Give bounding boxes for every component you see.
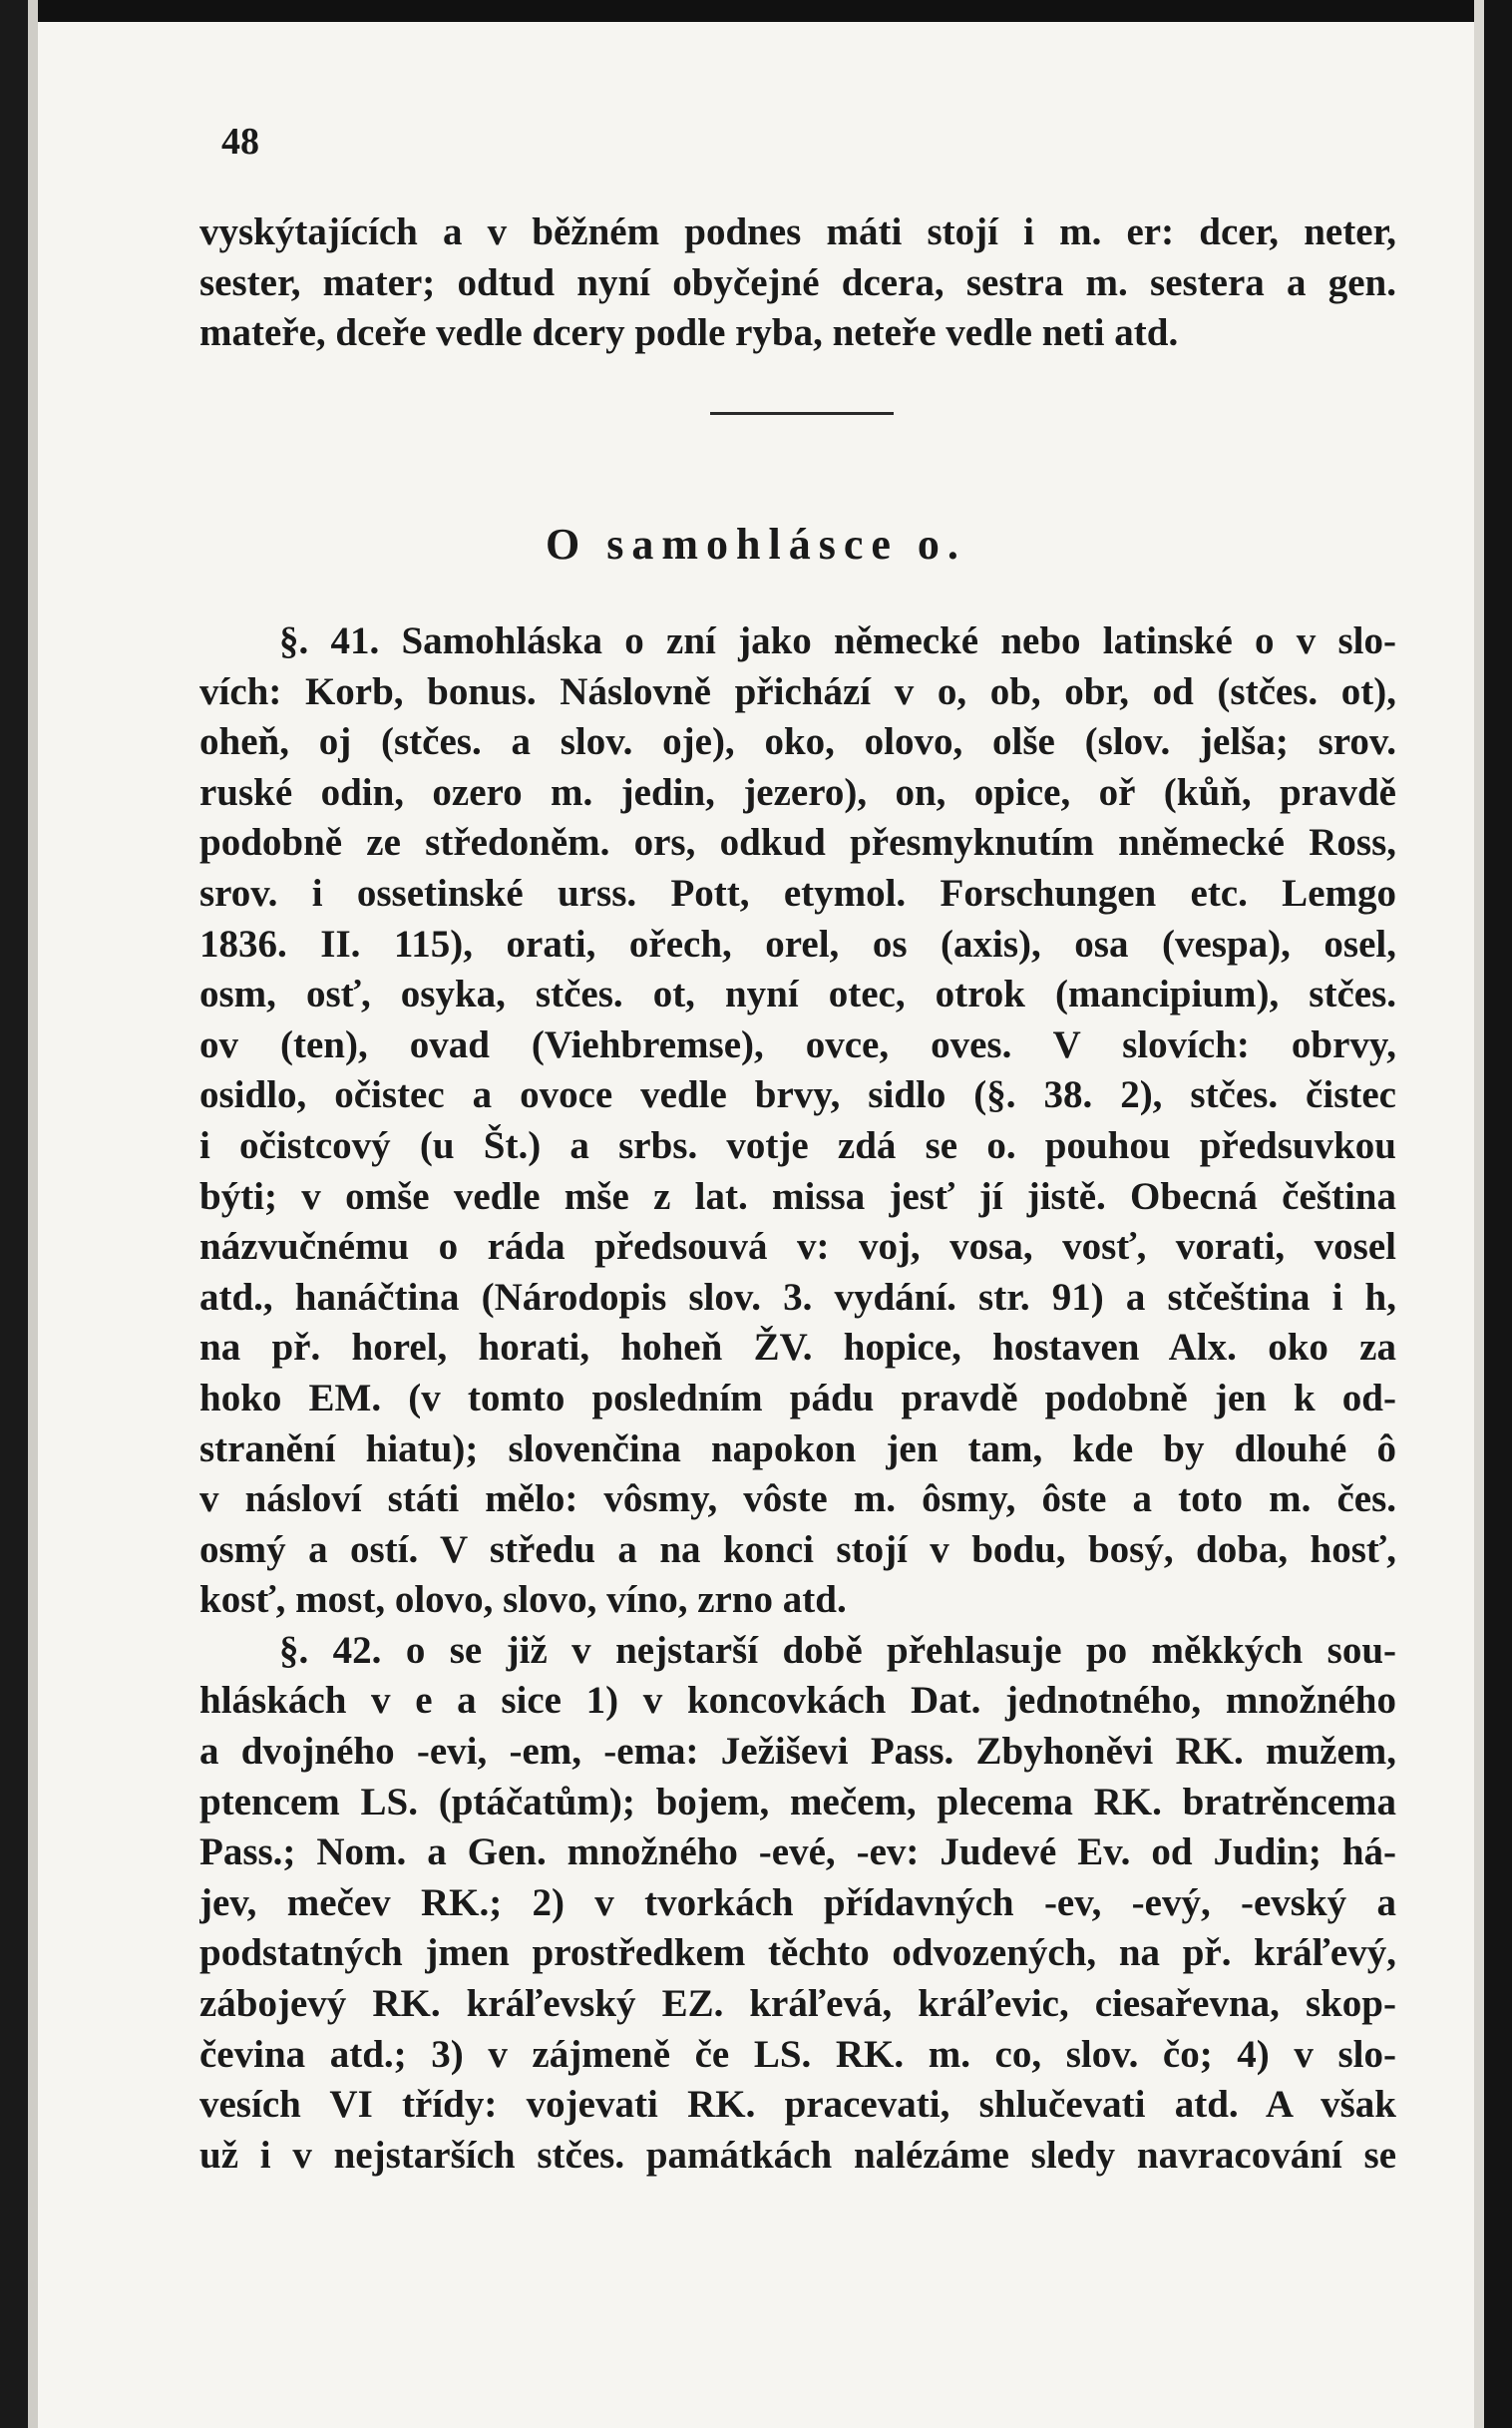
- text-line: hláskách v e a sice 1) v koncovkách Dat. jednotného, množného: [199, 1679, 1396, 1723]
- text-line: a dvojného -evi, -em, -ema: Ježiševi Pass. Zbyhoněvi RK. mužem,: [199, 1730, 1396, 1774]
- text-line: podstatných jmen prostředkem těchto odvozených, na př. kráľevý,: [199, 1931, 1396, 1975]
- text-line: jev, mečev RK.; 2) v tvorkách přídavných -ev, -evý, -evský a: [199, 1880, 1396, 1924]
- text-line: mateře, dceře vedle dcery podle ryba, neteře vedle neti atd.: [199, 311, 1179, 355]
- text-line: atd., hanáčtina (Národopis slov. 3. vydání. str. 91) a stčeština i h,: [199, 1275, 1396, 1319]
- body-text: [199, 616, 1396, 2181]
- text-line: podobně ze středoněm. ors, odkud přesmyknutím nněmecké Ross,: [199, 821, 1396, 865]
- text-line: sester, mater; odtud nyní obyčejné dcera, sestra m. sestera a gen.: [199, 260, 1396, 304]
- scan-top-border: [0, 0, 1512, 22]
- text-line: i očistcový (u Št.) a srbs. votje zdá se o. pouhou předsuvkou: [199, 1123, 1396, 1167]
- text-line: na př. horel, horati, hoheň ŽV. hopice, hostaven Alx. oko za: [199, 1326, 1396, 1370]
- section-divider: [710, 412, 894, 415]
- text-line: osidlo, očistec a ovoce vedle brvy, sidlo (§. 38. 2), stčes. čistec: [199, 1073, 1396, 1117]
- text-line: vyskýtajících a v běžném podnes máti stojí i m. er: dcer, neter,: [199, 210, 1396, 253]
- page-number: 48: [221, 121, 259, 163]
- text-line: hoko EM. (v tomto posledním pádu pravdě podobně jen k od-: [199, 1376, 1396, 1419]
- text-line: Pass.; Nom. a Gen. množného -evé, -ev: Judevé Ev. od Judin; há-: [199, 1830, 1396, 1874]
- text-line: v násloví státi mělo: vôsmy, vôste m. ôsmy, ôste a toto m. čes.: [199, 1477, 1396, 1521]
- scan-left-edge: [28, 0, 38, 2428]
- text-line: ruské odin, ozero m. jedin, jezero), on, opice, oř (kůň, pravdě: [199, 770, 1396, 814]
- text-line: oheň, oj (stčes. a slov. oje), oko, olovo, olše (slov. jelša; srov.: [199, 720, 1396, 764]
- text-line: 1836. II. 115), orati, ořech, orel, os (axis), osa (vespa), osel,: [199, 922, 1396, 966]
- scan-right-edge: [1474, 0, 1484, 2428]
- text-line: názvučnému o ráda předsouvá v: voj, vosa, vosť, vorati, vosel: [199, 1225, 1396, 1269]
- text-line: srov. i ossetinské urss. Pott, etymol. Forschungen etc. Lemgo: [199, 871, 1396, 915]
- text-line: §. 42. o se již v nejstarší době přehlasuje po měkkých sou-: [279, 1628, 1396, 1672]
- scan-left-border: [0, 0, 28, 2428]
- text-line: zábojevý RK. kráľevský EZ. kráľevá, kráľevic, ciesařevna, skop-: [199, 1982, 1396, 2026]
- text-line: ov (ten), ovad (Viehbremse), ovce, oves. V slovích: obrvy,: [199, 1022, 1396, 1066]
- text-line: býti; v omše vedle mše z lat. missa jesť jí jistě. Obecná čeština: [199, 1174, 1396, 1218]
- scan-right-border: [1484, 0, 1512, 2428]
- text-line: vesích VI třídy: vojevati RK. pracevati, shlučevati atd. A však: [199, 2083, 1396, 2127]
- text-line: kosť, most, olovo, slovo, víno, zrno atd.: [199, 1578, 847, 1622]
- text-line: ptencem LS. (ptáčatům); bojem, mečem, plecema RK. bratrěncema: [199, 1780, 1396, 1823]
- text-line: stranění hiatu); slovenčina napokon jen tam, kde by dlouhé ô: [199, 1426, 1396, 1470]
- section-heading: O samohlásce o.: [546, 520, 966, 569]
- intro-paragraph: [199, 207, 1396, 359]
- text-line: už i v nejstarších stčes. památkách nalézáme sledy navracování se: [199, 2133, 1396, 2177]
- text-line: osm, osť, osyka, stčes. ot, nyní otec, otrok (mancipium), stčes.: [199, 973, 1396, 1016]
- text-line: čevina atd.; 3) v zájmeně če LS. RK. m. co, slov. čo; 4) v slo-: [199, 2032, 1396, 2076]
- text-line: osmý a ostí. V středu a na konci stojí v bodu, bosý, doba, hosť,: [199, 1527, 1396, 1571]
- text-line: vích: Korb, bonus. Náslovně přichází v o, ob, obr, od (stčes. ot),: [199, 669, 1396, 713]
- text-line: §. 41. Samohláska o zní jako německé nebo latinské o v slo-: [279, 619, 1396, 662]
